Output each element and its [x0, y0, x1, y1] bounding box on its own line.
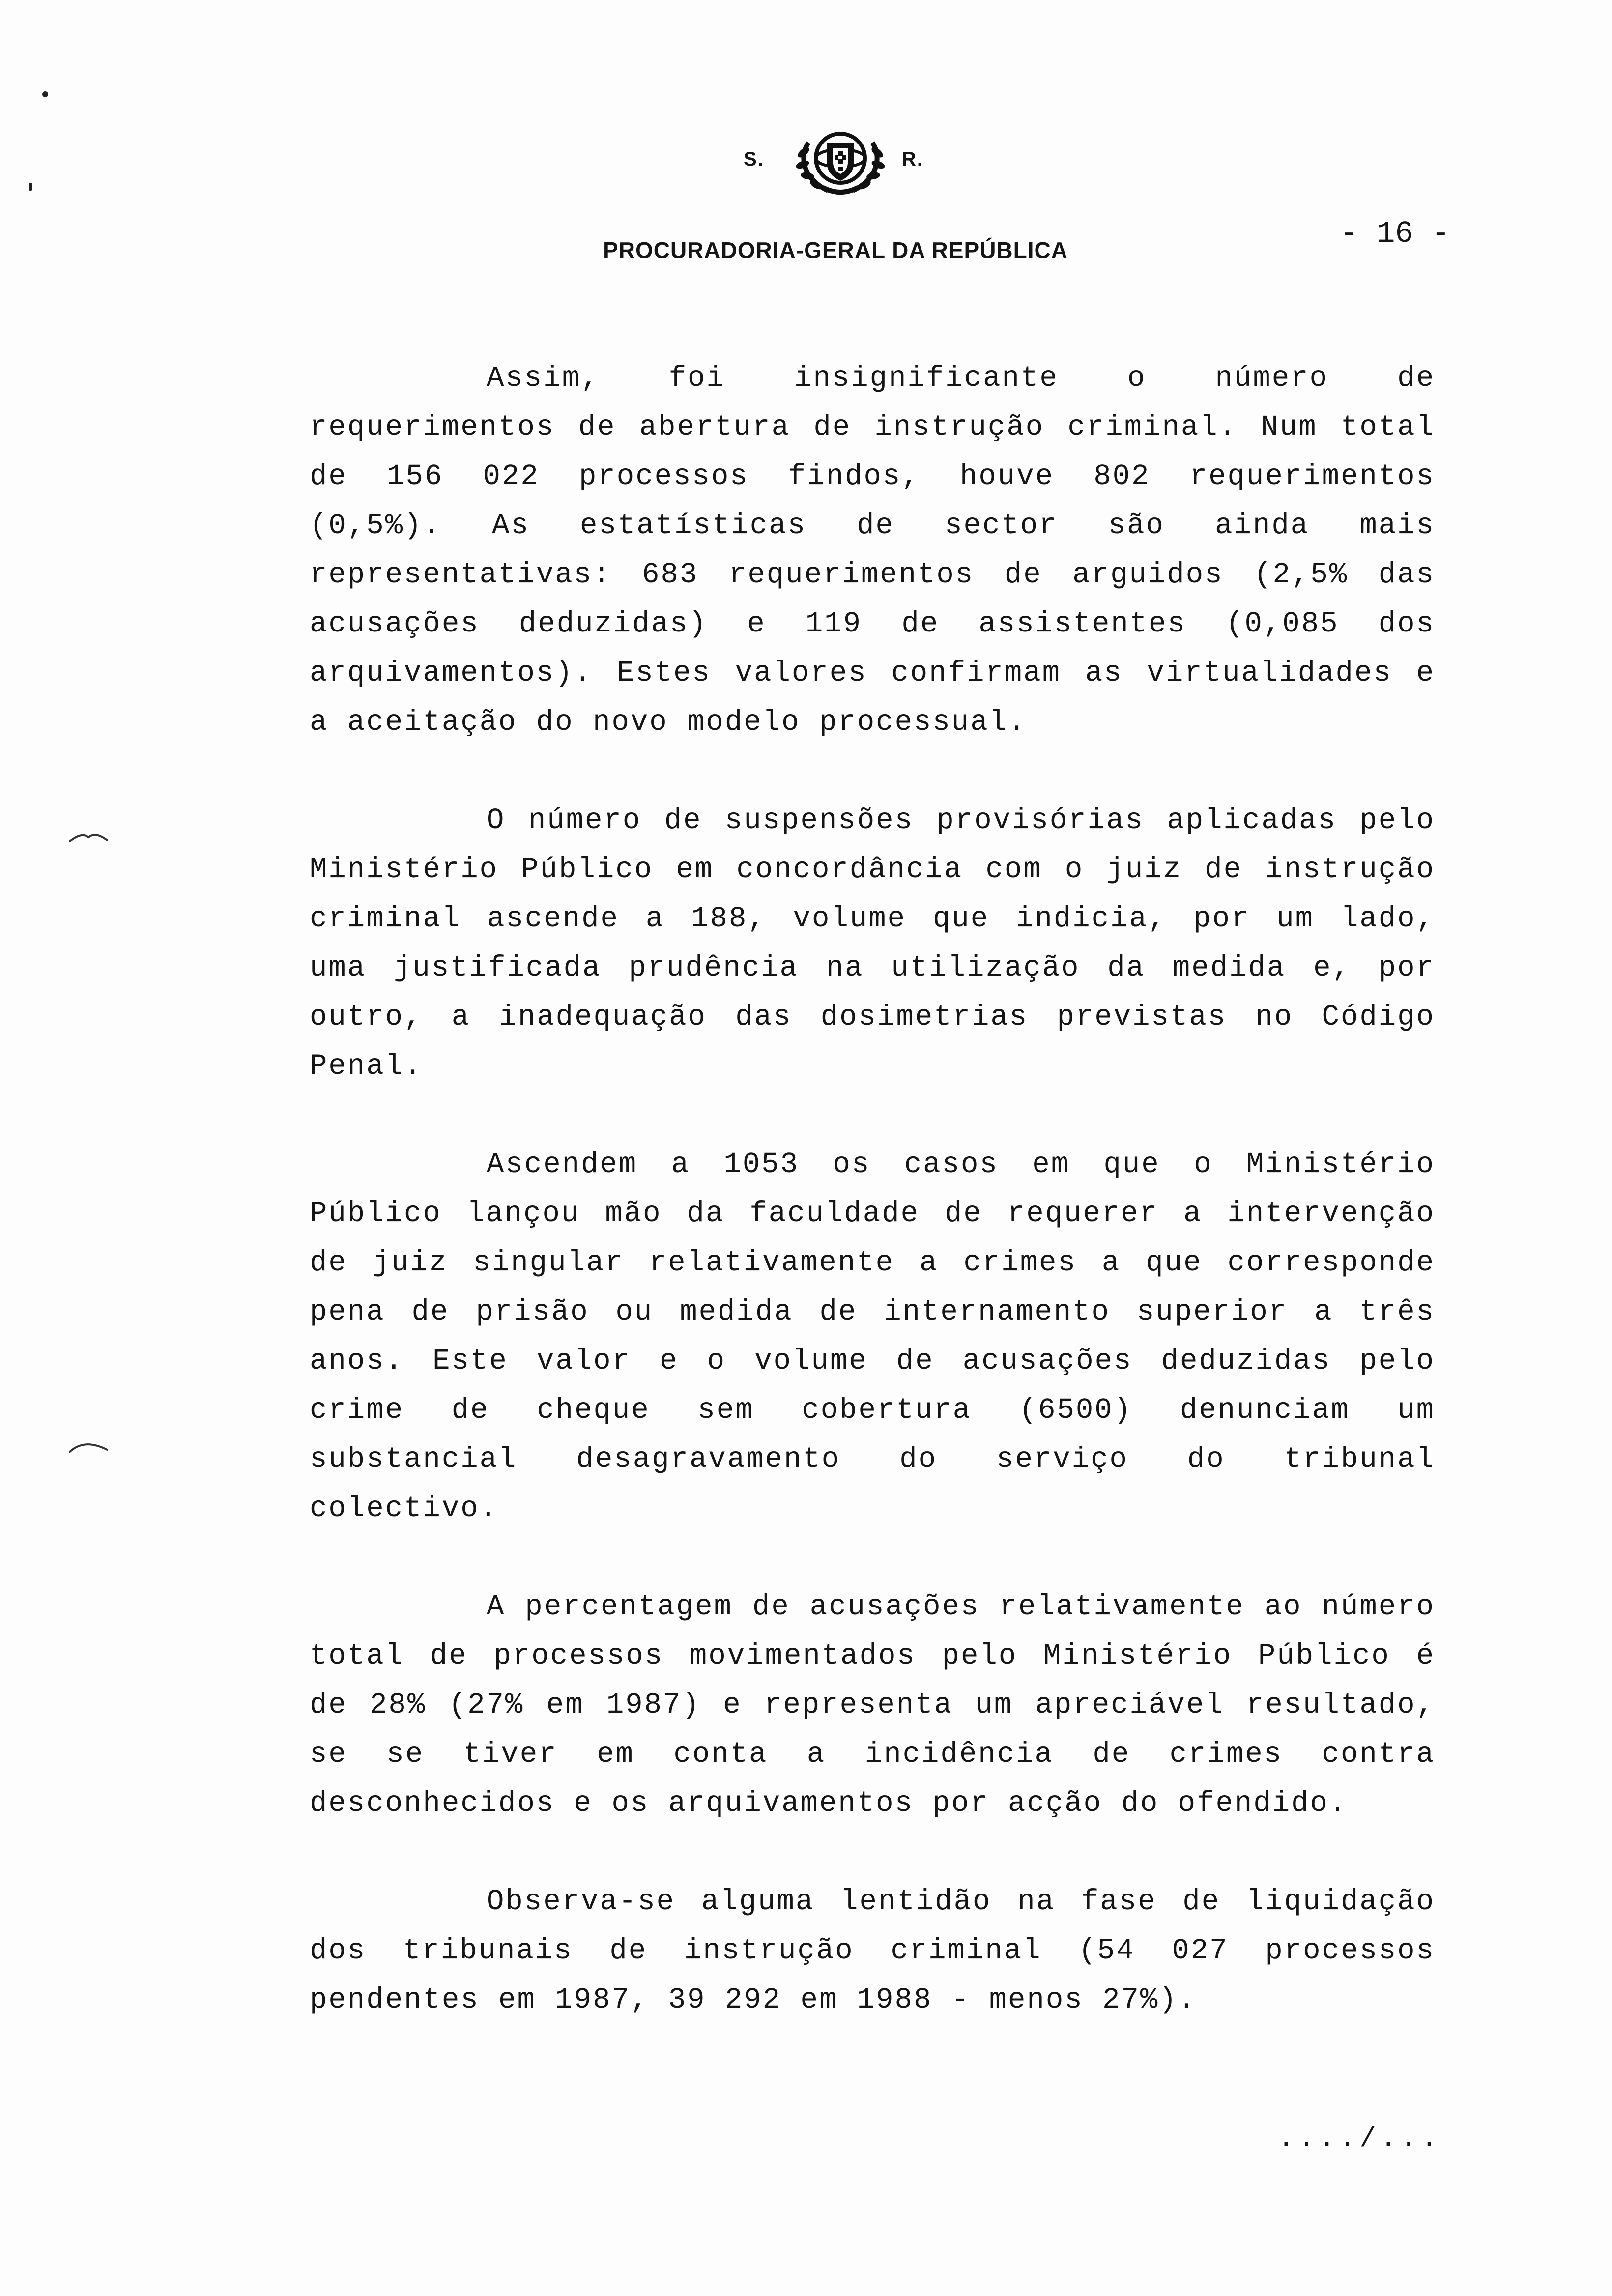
paragraph: O número de suspensões provisórias aplicadas pelo Ministério Público em concordância com o juiz de instrução criminal ascende a 188, volume que indicia, por um lado, uma justificada prudência na utilização da medida e, por outro, a inadequação das dosimetrias previstas no Código Penal. — [310, 804, 1435, 1083]
margin-dot — [42, 91, 48, 97]
paragraph: A percentagem de acusações relativamente ao número total de processos movimentados pelo Ministério Público é de 28% (27% em 1987) e representa um apreciável resultado, se se tiver em conta a incidência de crimes contra desconhecidos e os arquivamentos por acção do ofendido. — [310, 1590, 1435, 1820]
paragraph: Assim, foi insignificante o número de requerimentos de abertura de instrução criminal. Num total de 156 022 processos findos, houve 802 requerimentos (0,5%). As estatísticas de sector são ainda mais representativas: 683 requerimentos de arguidos (2,5% das acusações deduzidas) e 119 de assistentes (0,085 dos arquivamentos). Estes valores confirmam as virtualidades e a aceitação do novo modelo processual. — [310, 362, 1435, 739]
seal-letter-s: S. — [744, 148, 764, 170]
coat-of-arms-icon — [789, 123, 892, 197]
body-text — [310, 354, 1435, 2074]
seal-letter-r: R. — [902, 148, 923, 170]
margin-pencil-mark — [69, 831, 108, 845]
institution-name: PROCURADORIA-GERAL DA REPÚBLICA — [603, 237, 1068, 263]
letterhead — [541, 123, 1130, 270]
margin-dot — [29, 183, 32, 191]
margin-pencil-mark — [69, 1440, 108, 1455]
page-number: - 16 - — [1340, 216, 1450, 251]
continuation-mark: ..../... — [1278, 2123, 1441, 2154]
seal-row — [541, 123, 1130, 197]
paragraph: Observa-se alguma lentidão na fase de liquidação dos tribunais de instrução criminal (54 027 processos pendentes em 1987, 39 292 em 1988 - menos 27%). — [310, 1885, 1435, 2016]
paragraph: Ascendem a 1053 os casos em que o Ministério Público lançou mão da faculdade de requerer a intervenção de juiz singular relativamente a crimes a que corresponde pena de prisão ou medida de internamento superior a três anos. Este valor e o volume de acusações deduzidas pelo crime de cheque sem cobertura (6500) denunciam um substancial desagravamento do serviço do tribunal colectivo. — [310, 1148, 1435, 1525]
